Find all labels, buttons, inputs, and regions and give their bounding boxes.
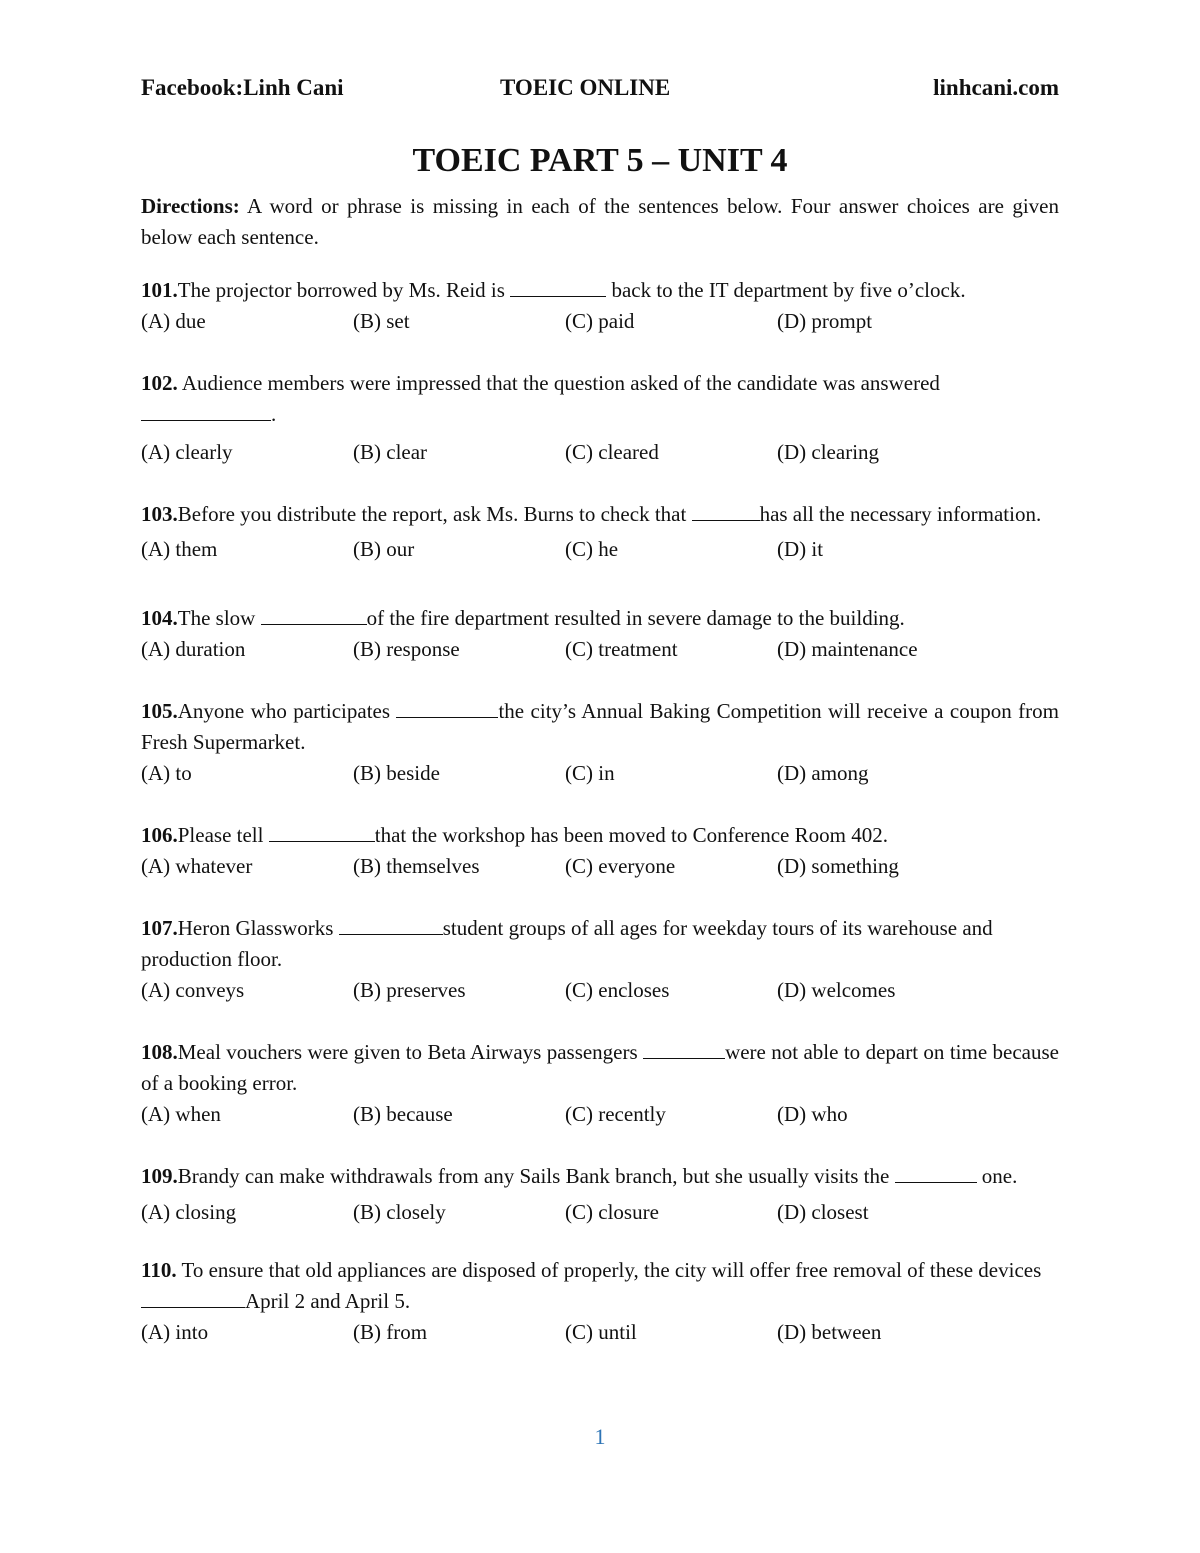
option-a: (A) into [141,1320,209,1344]
question-stem: The slow [177,606,261,630]
question-stem-end: . [271,402,277,426]
directions-label: Directions: [141,194,240,218]
question-stem: Anyone who participates [177,699,397,723]
option-c: (C) until [565,1320,637,1344]
answer-blank [141,1289,245,1308]
answer-options [141,634,1059,665]
option-b: (B) set [353,309,410,333]
header-website: linhcani.com [933,75,1059,100]
answer-options [141,975,1059,1006]
option-d: (D) prompt [777,309,873,333]
option-d: (D) welcomes [777,978,896,1002]
question-stem-end: of the fire department resulted in severe damage to the building. [366,606,905,630]
question-text [141,603,1059,634]
answer-options [141,851,1059,882]
header-site-title: TOEIC ONLINE [500,75,671,100]
answer-options [141,1099,1059,1130]
answer-options [141,758,1059,789]
question-stem: To ensure that old appliances are disposed of properly, the city will offer free removal of these devices [176,1258,1042,1282]
question-stem-end: student groups of all ages for weekday tours of its warehouse and production floor. [141,916,993,971]
answer-options [141,534,1059,565]
option-a: (A) clearly [141,440,233,464]
option-c: (C) paid [565,309,635,333]
question-item [141,696,1059,789]
answer-options [141,1317,1059,1348]
option-c: (C) treatment [565,637,678,661]
option-c: (C) in [565,761,615,785]
page-number: 1 [594,1424,606,1449]
option-a: (A) to [141,761,192,785]
question-text [141,820,1059,851]
question-text [141,499,1059,530]
option-d: (D) clearing [777,440,880,464]
answer-blank [269,823,375,842]
question-item [141,1037,1059,1130]
directions [141,191,1059,253]
question-stem-end: has all the necessary information. [759,502,1042,526]
answer-blank [510,278,606,297]
option-b: (B) themselves [353,854,480,878]
directions-text: A word or phrase is missing in each of the sentences below. Four answer choices are given below each sentence. [141,194,1059,249]
option-d: (D) among [777,761,869,785]
question-stem: Heron Glassworks [177,916,339,940]
option-d: (D) closest [777,1200,869,1224]
question-item [141,368,1059,468]
option-b: (B) response [353,637,460,661]
document-page [141,72,1059,1348]
question-stem-end: the city’s Annual Baking Competition will receive a coupon from Fresh Supermarket. [141,699,1059,754]
option-b: (B) our [353,537,415,561]
option-a: (A) conveys [141,978,245,1002]
option-c: (C) everyone [565,854,676,878]
question-stem: Please tell [177,823,269,847]
answer-options [141,1197,1059,1228]
question-stem-end: April 2 and April 5. [245,1289,411,1313]
question-number: 104. [141,606,178,630]
option-d: (D) it [777,537,824,561]
option-a: (A) when [141,1102,221,1126]
question-text [141,1037,1059,1099]
question-text [141,275,1059,306]
answer-blank [692,502,760,521]
answer-options [141,437,1059,468]
question-text [141,696,1059,758]
question-number: 103. [141,502,178,526]
answer-blank [396,699,498,718]
question-number: 110. [141,1258,177,1282]
option-b: (B) preserves [353,978,466,1002]
question-number: 109. [141,1164,178,1188]
option-b: (B) from [353,1320,428,1344]
option-d: (D) maintenance [777,637,918,661]
option-c: (C) closure [565,1200,659,1224]
option-a: (A) closing [141,1200,237,1224]
option-a: (A) whatever [141,854,253,878]
option-a: (A) due [141,309,206,333]
question-stem-end: that the workshop has been moved to Conference Room 402. [374,823,888,847]
answer-blank [895,1164,977,1183]
question-stem: Audience members were impressed that the question asked of the candidate was answered [177,371,940,395]
answer-blank [141,402,271,421]
question-number: 102. [141,371,178,395]
question-stem-end: one. [976,1164,1018,1188]
question-stem: Meal vouchers were given to Beta Airways passengers [177,1040,644,1064]
question-stem: Before you distribute the report, ask Ms. Burns to check that [177,502,692,526]
answer-blank [643,1040,725,1059]
question-item [141,1161,1059,1228]
question-text [141,1255,1059,1317]
option-c: (C) he [565,537,619,561]
question-stem: Brandy can make withdrawals from any Sails Bank branch, but she usually visits the [177,1164,895,1188]
option-a: (A) them [141,537,218,561]
question-text [141,913,1059,975]
option-b: (B) clear [353,440,428,464]
question-item [141,499,1059,565]
question-item [141,913,1059,1006]
question-number: 106. [141,823,178,847]
question-text [141,368,1059,430]
question-item [141,1255,1059,1348]
answer-options [141,306,1059,337]
option-b: (B) because [353,1102,453,1126]
option-d: (D) who [777,1102,848,1126]
option-c: (C) encloses [565,978,670,1002]
question-number: 101. [141,278,178,302]
header-facebook: Facebook:Linh Cani [141,75,344,100]
question-item [141,275,1059,337]
answer-blank [261,606,367,625]
answer-blank [339,916,443,935]
question-text [141,1161,1059,1192]
question-item [141,820,1059,882]
question-stem-end: back to the IT department by five o’clock. [606,278,966,302]
question-stem: The projector borrowed by Ms. Reid is [177,278,511,302]
question-number: 108. [141,1040,178,1064]
option-c: (C) cleared [565,440,659,464]
question-stem-end: were not able to depart on time because of a booking error. [141,1040,1059,1095]
option-d: (D) between [777,1320,882,1344]
question-number: 107. [141,916,178,940]
option-c: (C) recently [565,1102,666,1126]
question-number: 105. [141,699,178,723]
option-d: (D) something [777,854,899,878]
option-b: (B) beside [353,761,440,785]
question-item [141,603,1059,665]
option-a: (A) duration [141,637,246,661]
page-header [141,72,1059,104]
page-title: TOEIC PART 5 – UNIT 4 [412,142,788,179]
option-b: (B) closely [353,1200,446,1224]
